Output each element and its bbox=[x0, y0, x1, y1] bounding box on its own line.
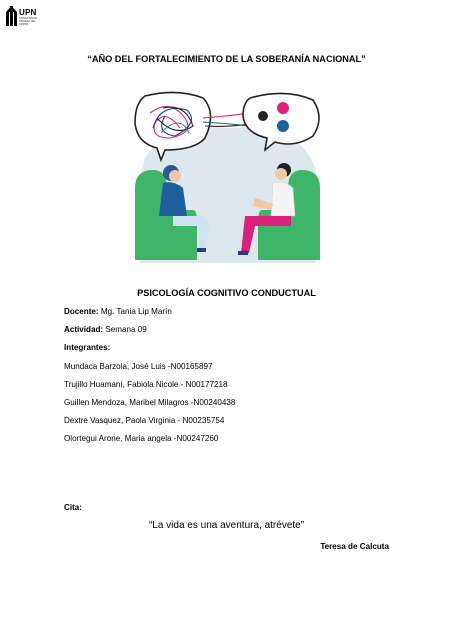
docente-value: Mg. Tania Lip Marín bbox=[100, 307, 172, 316]
integrante-item: Guillen Mendoza, Maribel Milagros -N00240438 bbox=[64, 398, 236, 407]
quote-text: “La vida es una aventura, atrévete” bbox=[148, 520, 305, 531]
cita-label: Cita: bbox=[64, 503, 82, 512]
actividad-label: Actividad: bbox=[64, 325, 104, 334]
actividad-value: Semana 09 bbox=[105, 325, 147, 334]
header-title: “AÑO DEL FORTALECIMIENTO DE LA SOBERANÍA NACIONAL” bbox=[87, 54, 366, 64]
therapy-illustration bbox=[125, 88, 330, 273]
docente-label: Docente: bbox=[64, 307, 99, 316]
course-title: PSICOLOGÍA COGNITIVO CONDUCTUAL bbox=[137, 288, 316, 298]
integrante-item: Trujillo Huamaní, Fabiola Nicole - N00177218 bbox=[64, 380, 228, 389]
actividad-line bbox=[64, 325, 147, 334]
docente-line bbox=[64, 307, 172, 316]
integrante-item: Dextre Vasquez, Paola Virginia - N00235754 bbox=[64, 416, 225, 425]
upn-logo bbox=[6, 6, 46, 32]
logo-tagline: UNIVERSIDAD PRIVADA DEL NORTE bbox=[19, 17, 37, 26]
upn-logo-icon bbox=[6, 6, 17, 28]
logo-brand: UPN bbox=[19, 8, 37, 17]
integrantes-label: Integrantes: bbox=[64, 343, 111, 352]
quote-author: Teresa de Calcuta bbox=[320, 542, 389, 551]
integrante-item: Olortegui Arone, Maria angela -N00247260 bbox=[64, 434, 219, 443]
integrante-item: Mundaca Barzola, José Luis -N00165897 bbox=[64, 362, 213, 371]
